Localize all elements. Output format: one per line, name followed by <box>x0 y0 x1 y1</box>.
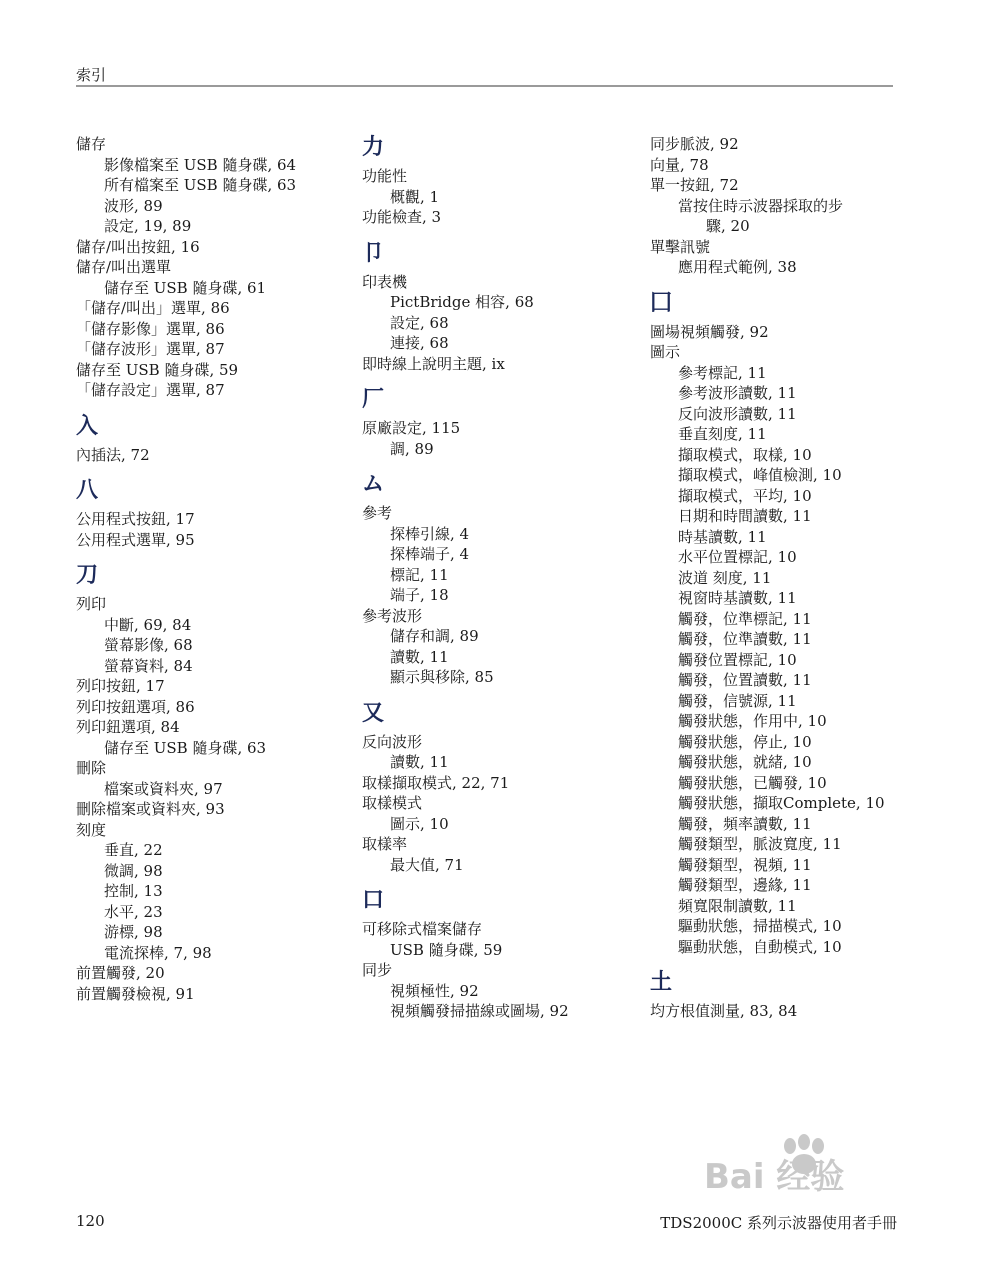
radical-heading: 又 <box>362 700 385 726</box>
index-entry: 列印 <box>76 595 107 613</box>
index-entry: 同步脈波, 92 <box>650 135 739 153</box>
index-subentry: 探棒端子, 4 <box>390 545 470 563</box>
index-subentry: 觸發狀態，擷取Complete, 10 <box>678 794 885 812</box>
radical-heading: 入 <box>76 413 99 439</box>
index-entry: 「儲存影像」選單, 86 <box>76 319 225 338</box>
index-entry: 圖場視頻觸發, 92 <box>650 322 769 341</box>
index-entry: 刪除檔案或資料夾, 93 <box>76 800 225 818</box>
index-subentry: PictBridge 相容, 68 <box>390 293 534 311</box>
index-subentry: 影像檔案至 USB 隨身碟, 64 <box>104 155 297 174</box>
radical-heading: 口 <box>362 888 385 913</box>
index-entry: 功能性 <box>362 167 408 185</box>
index-column-2 <box>362 134 642 1022</box>
index-subentry: 觸發，位準讀數, 11 <box>678 630 812 648</box>
index-entry: 「儲存/叫出」選單, 86 <box>76 299 230 317</box>
index-subentry: 波形, 89 <box>104 196 163 215</box>
index-subentry: 讀數, 11 <box>390 753 449 771</box>
index-entry: 單一按鈕, 72 <box>650 176 739 194</box>
index-entry: 單擊訊號 <box>650 237 711 256</box>
index-entry: 同步 <box>362 961 393 979</box>
index-subentry: 驅動狀態，掃描模式, 10 <box>678 917 842 935</box>
baidu-watermark <box>690 1128 910 1198</box>
index-group <box>362 887 642 1022</box>
index-subentry: 反向波形讀數, 11 <box>678 404 797 423</box>
index-subentry: 觸發類型，視頻, 11 <box>678 855 812 874</box>
index-entry: 原廠設定, 115 <box>362 419 461 437</box>
index-subentry: 觸發狀態，作用中, 10 <box>678 712 827 730</box>
index-subentry: 驅動狀態，自動模式, 10 <box>678 937 842 956</box>
index-entry: 列印鈕選項, 84 <box>76 718 180 736</box>
index-entry: 參考 <box>362 504 393 522</box>
running-header: 索引 <box>76 66 107 84</box>
index-group <box>362 386 642 459</box>
index-subentry: 觸發位置標記, 10 <box>678 650 797 669</box>
index-entry: 印表機 <box>362 272 408 291</box>
index-subentry: 視頻觸發掃描線或圖場, 92 <box>390 1002 569 1020</box>
index-subentry: USB 隨身碟, 59 <box>390 940 503 959</box>
index-subentry: 水平, 23 <box>104 902 163 921</box>
index-entry: 公用程式按鈕, 17 <box>76 510 195 528</box>
watermark-text: Bai 经验 <box>704 1157 845 1197</box>
radical-heading: 囗 <box>650 290 673 316</box>
index-entry: 內插法, 72 <box>76 445 150 464</box>
index-subentry: 調, 89 <box>390 439 434 458</box>
radical-heading: 八 <box>76 478 99 503</box>
radical-heading: 刀 <box>76 563 99 588</box>
index-group <box>76 134 356 401</box>
radical-heading: 厂 <box>362 387 385 412</box>
index-entry: 儲存/叫出選單 <box>76 258 172 276</box>
index-entry: 列印按鈕選項, 86 <box>76 697 195 716</box>
index-entry: 儲存 <box>76 135 107 153</box>
index-subentry: 圖示, 10 <box>390 814 449 833</box>
manual-title: TDS2000C 系列示波器使用者手冊 <box>660 1214 897 1232</box>
index-subentry: 垂直, 22 <box>104 841 163 859</box>
index-subentry: 觸發類型，脈波寬度, 11 <box>678 835 842 853</box>
index-subentry: 觸發，位置讀數, 11 <box>678 671 812 689</box>
index-entry: 可移除式檔案儲存 <box>362 920 483 938</box>
index-subentry: 連接, 68 <box>390 334 449 352</box>
index-entry: 刪除 <box>76 759 107 777</box>
index-group <box>362 240 642 375</box>
index-subentry: 最大值, 71 <box>390 855 464 874</box>
radical-heading: 土 <box>650 970 673 995</box>
index-subentry: 擷取模式，取樣, 10 <box>678 445 812 464</box>
index-group <box>362 471 642 688</box>
index-group <box>650 969 910 1022</box>
index-subentry: 端子, 18 <box>390 586 449 604</box>
index-group <box>76 562 356 1004</box>
index-entry: 取樣模式 <box>362 794 423 812</box>
index-subentry: 觸發狀態，停止, 10 <box>678 732 812 751</box>
index-subentry: 螢幕資料, 84 <box>104 656 193 675</box>
index-subentry: 觸發，位準標記, 11 <box>678 609 812 628</box>
index-subentry: 擷取模式，峰值檢測, 10 <box>678 466 842 484</box>
index-subentry: 當按住時示波器採取的步 <box>678 196 844 215</box>
index-entry: 「儲存波形」選單, 87 <box>76 340 225 358</box>
index-subentry: 頻寬限制讀數, 11 <box>678 896 797 915</box>
index-entry: 前置觸發檢視, 91 <box>76 984 195 1003</box>
index-subentry: 儲存和調, 89 <box>390 627 479 645</box>
index-group <box>362 700 642 876</box>
index-subentry: 所有檔案至 USB 隨身碟, 63 <box>104 176 297 194</box>
index-subentry: 應用程式範例, 38 <box>678 258 797 276</box>
index-group <box>362 134 642 228</box>
index-subentry: 游標, 98 <box>104 923 163 941</box>
index-subentry: 觸發狀態，就緒, 10 <box>678 753 812 771</box>
index-group <box>76 413 356 466</box>
index-subentry: 驟, 20 <box>706 217 750 235</box>
index-subentry: 設定, 68 <box>390 313 449 332</box>
index-subentry: 概觀, 1 <box>390 187 440 206</box>
index-entry: 圖示 <box>650 343 681 361</box>
index-subentry: 儲存至 USB 隨身碟, 63 <box>104 738 267 757</box>
radical-heading: 卩 <box>362 240 385 266</box>
index-subentry: 探棒引線, 4 <box>390 524 470 543</box>
index-group <box>650 134 910 278</box>
index-subentry: 電流探棒, 7, 98 <box>104 943 212 962</box>
index-subentry: 微調, 98 <box>104 861 163 880</box>
index-entry: 前置觸發, 20 <box>76 964 165 982</box>
index-entry: 參考波形 <box>362 606 423 625</box>
page-number: 120 <box>76 1212 105 1230</box>
index-subentry: 視窗時基讀數, 11 <box>678 589 797 607</box>
index-entry: 即時線上說明主題, ix <box>362 354 505 373</box>
index-subentry: 水平位置標記, 10 <box>678 548 797 566</box>
index-subentry: 觸發，信號源, 11 <box>678 691 797 710</box>
index-entry: 取樣擷取模式, 22, 71 <box>362 773 510 792</box>
index-entry: 儲存/叫出按鈕, 16 <box>76 237 200 256</box>
index-subentry: 標記, 11 <box>390 565 449 584</box>
index-subentry: 讀數, 11 <box>390 647 449 666</box>
index-group <box>76 477 356 550</box>
index-group <box>650 290 910 958</box>
index-entry: 反向波形 <box>362 732 423 751</box>
index-entry: 公用程式選單, 95 <box>76 530 195 549</box>
index-entry: 取樣率 <box>362 835 408 853</box>
index-subentry: 觸發類型，邊緣, 11 <box>678 876 812 894</box>
radical-heading: ム <box>362 472 385 497</box>
index-subentry: 擷取模式，平均, 10 <box>678 486 812 505</box>
index-subentry: 觸發，頻率讀數, 11 <box>678 814 812 833</box>
index-column-1 <box>76 134 356 1004</box>
index-subentry: 日期和時間讀數, 11 <box>678 507 812 525</box>
index-subentry: 觸發狀態，已觸發, 10 <box>678 773 827 792</box>
header-rule <box>76 85 893 87</box>
index-subentry: 波道 刻度, 11 <box>678 568 772 587</box>
index-entry: 功能檢查, 3 <box>362 208 442 226</box>
index-entry: 列印按鈕, 17 <box>76 677 165 695</box>
index-subentry: 螢幕影像, 68 <box>104 636 193 654</box>
index-subentry: 參考標記, 11 <box>678 363 767 382</box>
radical-heading: 力 <box>362 135 385 160</box>
index-entry: 「儲存設定」選單, 87 <box>76 381 225 399</box>
index-subentry: 中斷, 69, 84 <box>104 615 192 634</box>
index-column-3 <box>650 134 910 1022</box>
index-subentry: 時基讀數, 11 <box>678 527 767 546</box>
index-subentry: 儲存至 USB 隨身碟, 61 <box>104 278 267 297</box>
index-subentry: 垂直刻度, 11 <box>678 425 767 443</box>
index-subentry: 參考波形讀數, 11 <box>678 384 797 402</box>
index-subentry: 設定, 19, 89 <box>104 217 192 235</box>
index-entry: 儲存至 USB 隨身碟, 59 <box>76 360 239 379</box>
index-subentry: 顯示與移除, 85 <box>390 668 494 686</box>
index-entry: 向量, 78 <box>650 155 709 174</box>
index-entry: 刻度 <box>76 820 107 839</box>
index-entry: 均方根值測量, 83, 84 <box>650 1002 798 1020</box>
index-subentry: 控制, 13 <box>104 882 163 900</box>
index-subentry: 視頻極性, 92 <box>390 981 479 1000</box>
index-subentry: 檔案或資料夾, 97 <box>104 779 223 798</box>
